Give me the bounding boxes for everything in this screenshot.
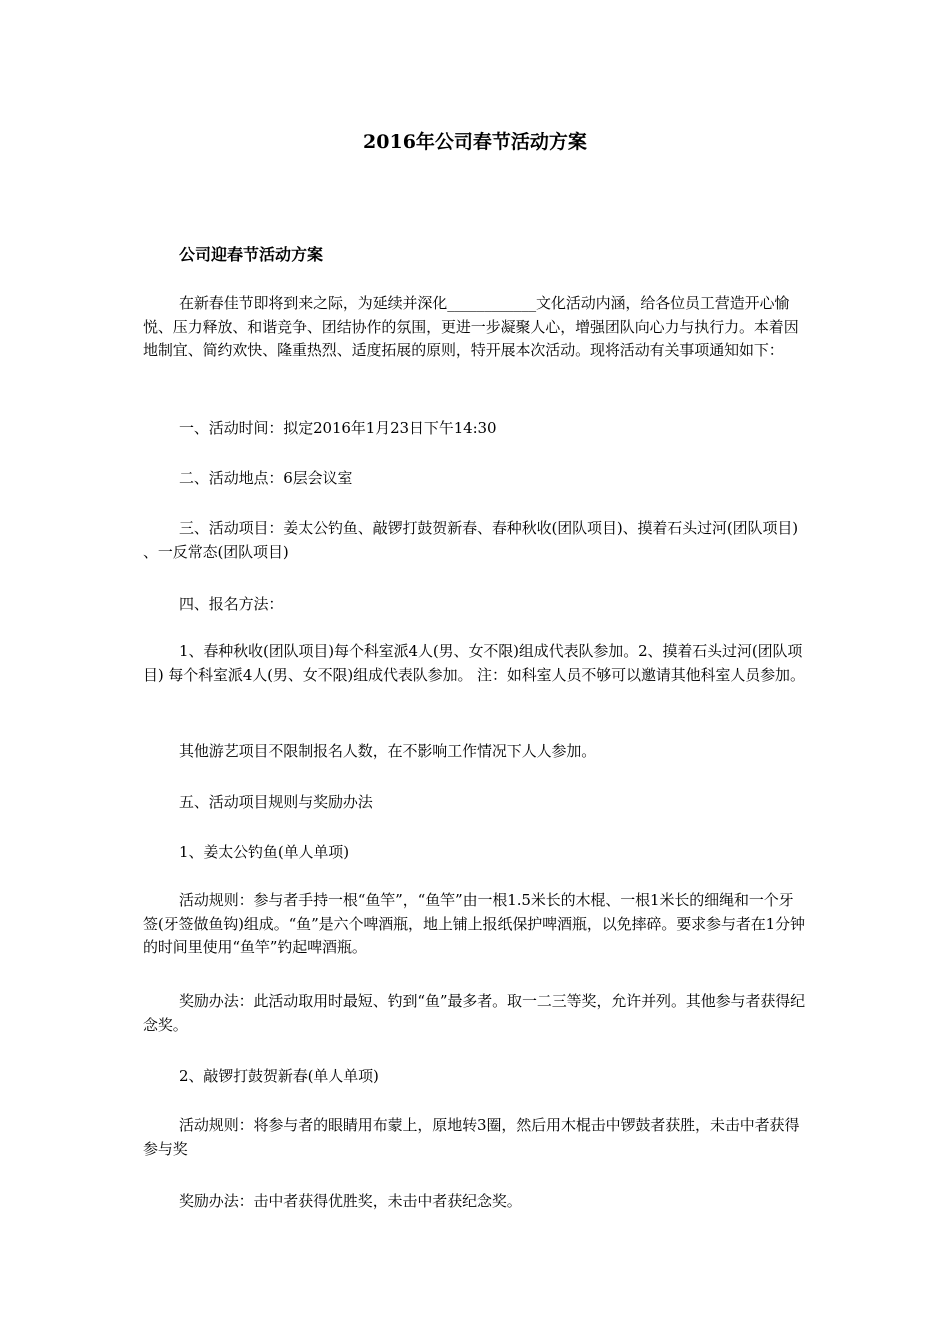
section-place: 二、活动地点：6层会议室	[179, 469, 353, 487]
intro-paragraph	[143, 292, 808, 363]
game2-rule: 活动规则：将参与者的眼睛用布蒙上，原地转3圈，然后用木棍击中锣鼓者获胜，未击中者获得参与奖	[143, 1116, 800, 1158]
game1-reward: 奖励办法：此活动取用时最短、钓到“鱼”最多者。取一二三等奖，允许并列。其他参与者获得纪念奖。	[143, 992, 806, 1034]
section-items: 三、活动项目：姜太公钓鱼、敲锣打鼓贺新春、春种秋收(团队项目)、摸着石头过河(团队项目) 、一反常态(团队项目)	[143, 519, 799, 561]
section-rules: 五、活动项目规则与奖励办法	[179, 793, 373, 811]
section-time: 一、活动时间：拟定2016年1月23日下午14:30	[179, 419, 497, 437]
section-signup-detail: 1、春种秋收(团队项目)每个科室派4人(男、女不限)组成代表队参加。2、摸着石头过河(团队项目) 每个科室派4人(男、女不限)组成代表队参加。 注：如科室人员不够可以邀请其他科室人员参加。	[143, 642, 805, 684]
intro-blank: ____________	[447, 294, 537, 312]
section-signup: 四、报名方法：	[179, 595, 284, 613]
game2-title: 2、敲锣打鼓贺新春(单人单项)	[179, 1067, 379, 1085]
game1-title: 1、姜太公钓鱼(单人单项)	[179, 843, 349, 861]
document-title: 2016年公司春节活动方案	[363, 131, 587, 153]
game1-rule: 活动规则：参与者手持一根“鱼竿”，“鱼竿”由一根1.5米长的木棍、一根1米长的细绳和一个牙签(牙签做鱼钩)组成。“鱼”是六个啤酒瓶，地上铺上报纸保护啤酒瓶，以免摔碎。要求参与者在1分钟的时间里使用“鱼竿”钓起啤酒瓶。	[143, 891, 805, 956]
intro-text-before: 在新春佳节即将到来之际，为延续并深化	[179, 294, 448, 312]
game2-reward: 奖励办法：击中者获得优胜奖，未击中者获纪念奖。	[179, 1192, 522, 1210]
section-other: 其他游艺项目不限制报名人数，在不影响工作情况下人人参加。	[179, 742, 597, 760]
intro-text-after: 文化活动内涵，给各位员工营造开心愉悦、压力释放、和谐竞争、团结协作的氛围，更进一步凝聚人心，增强团队向心力与执行力。本着因地制宜、简约欢快、隆重热烈、适度拓展的原则，特开展本次活动。现将活动有关事项通知如下：	[143, 294, 799, 359]
document-subtitle: 公司迎春节活动方案	[179, 245, 324, 264]
